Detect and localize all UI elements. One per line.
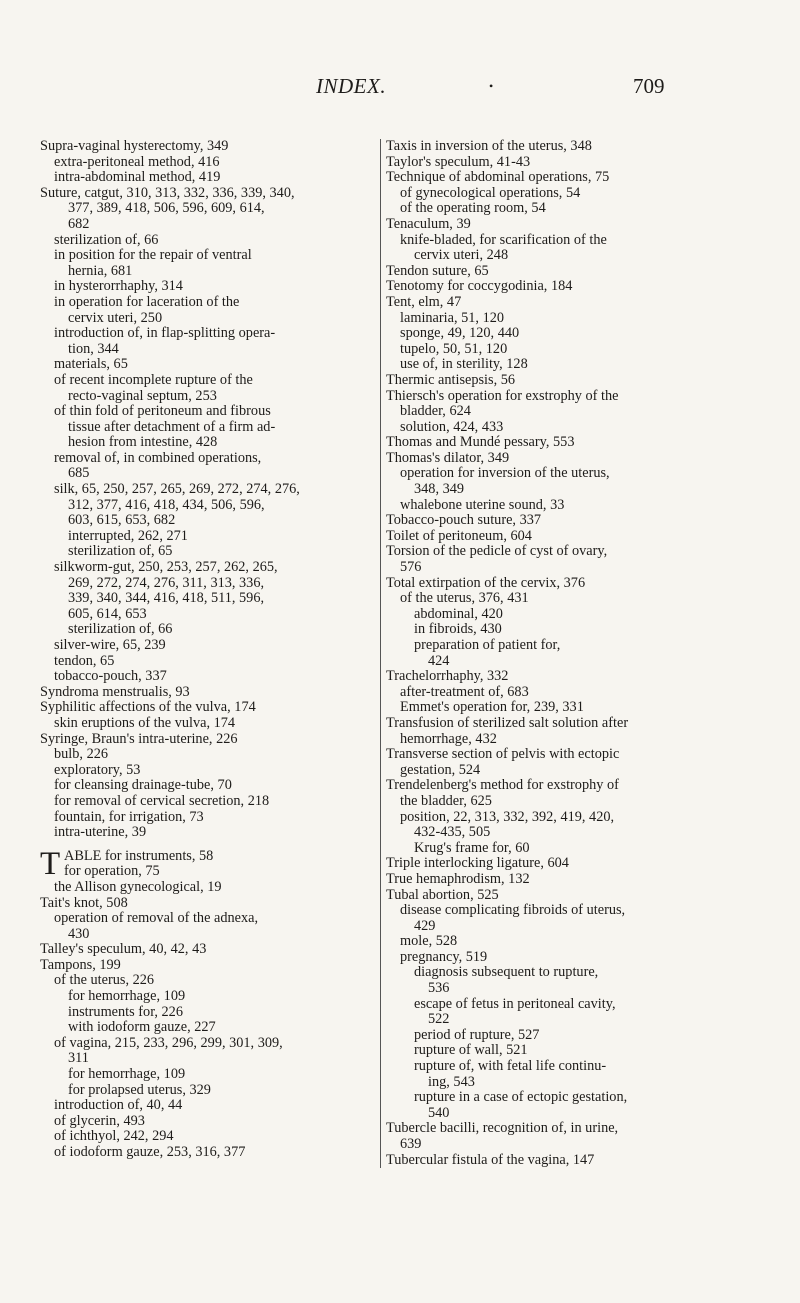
index-entry: Toilet of peritoneum, 604 <box>386 527 532 544</box>
index-column-left <box>40 139 368 1161</box>
index-entry: Tenotomy for coccygodinia, 184 <box>386 278 573 295</box>
index-entry: Tobacco-pouch suture, 337 <box>386 512 542 529</box>
index-entry: in fibroids, 430 <box>414 621 502 638</box>
index-entry: 377, 389, 418, 506, 596, 609, 614, <box>68 200 265 217</box>
index-entry: sterilization of, 66 <box>54 231 159 248</box>
index-entries-t-cont <box>386 139 761 1168</box>
index-column-right <box>380 139 761 1168</box>
index-entry: Thomas's dilator, 349 <box>386 449 510 466</box>
index-entry: Suture, catgut, 310, 313, 332, 336, 339, 340, <box>40 184 295 201</box>
index-entry: fountain, for irrigation, 73 <box>54 808 204 825</box>
index-entry: of recent incomplete rupture of the <box>54 371 253 388</box>
index-entry: Total extirpation of the cervix, 376 <box>386 574 586 591</box>
index-entry: for removal of cervical secretion, 218 <box>54 792 270 809</box>
index-entry: use of, in sterility, 128 <box>400 356 528 373</box>
index-entry: 430 <box>68 925 90 942</box>
index-entry: 339, 340, 344, 416, 418, 511, 596, <box>68 590 265 607</box>
index-entry: Technique of abdominal operations, 75 <box>386 169 610 186</box>
index-entry: for cleansing drainage-tube, 70 <box>54 777 232 794</box>
index-entry: tupelo, 50, 51, 120 <box>400 340 508 357</box>
index-entry: Trachelorrhaphy, 332 <box>386 668 509 685</box>
index-entry: knife-bladed, for scarification of the <box>400 231 607 248</box>
index-entry: solution, 424, 433 <box>400 418 504 435</box>
index-entry: of gynecological operations, 54 <box>400 184 581 201</box>
index-entry: sterilization of, 66 <box>68 621 173 638</box>
index-entry: 682 <box>68 215 90 232</box>
index-entry: for operation, 75 <box>64 863 160 880</box>
index-entry: 576 <box>400 559 422 576</box>
index-entry: Thermic antisepsis, 56 <box>386 371 516 388</box>
index-entry: 603, 615, 653, 682 <box>68 512 176 529</box>
index-entry: Tait's knot, 508 <box>40 894 128 911</box>
index-entry: in hysterorrhaphy, 314 <box>54 278 183 295</box>
index-entry: hemorrhage, 432 <box>400 730 497 747</box>
index-entry: preparation of patient for, <box>414 637 561 653</box>
index-entry: exploratory, 53 <box>54 761 141 778</box>
index-entry: abdominal, 420 <box>414 605 503 622</box>
index-entry: rupture in a case of ectopic gestation, <box>414 1089 628 1106</box>
index-entry: hernia, 681 <box>68 262 133 279</box>
index-entry: the Allison gynecological, 19 <box>54 878 222 895</box>
index-entry: 312, 377, 416, 418, 434, 506, 596, <box>68 496 265 513</box>
index-entry: 639 <box>400 1136 422 1152</box>
index-entry: bladder, 624 <box>400 403 471 420</box>
index-entry: period of rupture, 527 <box>414 1026 540 1043</box>
index-entry: extra-peritoneal method, 416 <box>54 153 220 170</box>
index-entry: of glycerin, 493 <box>54 1112 145 1129</box>
header-ornament: • <box>489 79 494 93</box>
index-entry: Thomas and Mundé pessary, 553 <box>386 434 575 451</box>
drop-cap: T <box>40 845 61 882</box>
index-entry: tion, 344 <box>68 340 119 357</box>
index-entry: 685 <box>68 465 90 482</box>
index-entry: 536 <box>428 980 450 997</box>
index-entry: instruments for, 226 <box>68 1003 183 1020</box>
index-entry: intra-abdominal method, 419 <box>54 169 221 186</box>
index-entry: Torsion of the pedicle of cyst of ovary, <box>386 543 608 560</box>
index-entry: for hemorrhage, 109 <box>68 1066 186 1083</box>
index-entry: in position for the repair of ventral <box>54 247 252 264</box>
index-entry: Supra-vaginal hysterectomy, 349 <box>40 138 229 154</box>
index-entry: of the uterus, 376, 431 <box>400 590 529 607</box>
index-entry: ABLE for instruments, 58 <box>64 847 214 864</box>
index-entry: Emmet's operation for, 239, 331 <box>400 699 584 716</box>
index-entry: tendon, 65 <box>54 652 115 669</box>
index-entry: intra-uterine, 39 <box>54 824 147 841</box>
index-entry: True hemaphrodism, 132 <box>386 870 530 887</box>
index-entry: 522 <box>428 1011 450 1028</box>
index-entry: tissue after detachment of a firm ad- <box>68 418 276 435</box>
index-entry: Transverse section of pelvis with ectopic <box>386 746 620 763</box>
index-entry: mole, 528 <box>400 933 458 950</box>
index-entry: silver-wire, 65, 239 <box>54 637 166 653</box>
index-entry: introduction of, 40, 44 <box>54 1097 183 1114</box>
index-entry: for hemorrhage, 109 <box>68 988 186 1005</box>
index-entry: 424 <box>428 652 450 669</box>
index-entry: 540 <box>428 1104 450 1121</box>
index-entry: after-treatment of, 683 <box>400 683 529 700</box>
index-entry: Tent, elm, 47 <box>386 293 462 310</box>
index-entry: skin eruptions of the vulva, 174 <box>54 714 236 731</box>
running-title: INDEX. <box>316 74 387 98</box>
index-entry: Tubercular fistula of the vagina, 147 <box>386 1151 595 1168</box>
index-entry: with iodoform gauze, 227 <box>68 1019 216 1036</box>
index-entry: Tenaculum, 39 <box>386 215 471 232</box>
index-entries-t <box>40 880 368 1161</box>
index-entry: sterilization of, 65 <box>68 543 173 560</box>
index-entry: rupture of, with fetal life continu- <box>414 1058 607 1075</box>
index-entry: diagnosis subsequent to rupture, <box>414 964 599 981</box>
index-entry: bulb, 226 <box>54 746 109 763</box>
index-entry: Syphilitic affections of the vulva, 174 <box>40 699 256 716</box>
index-entry: cervix uteri, 248 <box>414 247 509 264</box>
index-entry: recto-vaginal septum, 253 <box>68 387 217 404</box>
index-entry: of the uterus, 226 <box>54 972 155 989</box>
index-entry: of ichthyol, 242, 294 <box>54 1128 174 1145</box>
letter-t-first-entry <box>64 849 213 880</box>
index-entry: Tendon suture, 65 <box>386 262 489 279</box>
index-entry: operation for inversion of the uterus, <box>400 465 610 482</box>
index-entry: Trendelenberg's method for exstrophy of <box>386 777 619 794</box>
index-entry: gestation, 524 <box>400 761 481 778</box>
index-entry: of iodoform gauze, 253, 316, 377 <box>54 1144 246 1160</box>
index-entry: Taxis in inversion of the uterus, 348 <box>386 138 592 154</box>
index-entry: laminaria, 51, 120 <box>400 309 505 326</box>
index-entry: tobacco-pouch, 337 <box>54 668 167 685</box>
index-entries-s <box>40 139 368 841</box>
index-entry: 605, 614, 653 <box>68 605 147 622</box>
index-entry: silk, 65, 250, 257, 265, 269, 272, 274, 276, <box>54 481 300 498</box>
index-entry: interrupted, 262, 271 <box>68 527 188 544</box>
index-entry: disease complicating fibroids of uterus, <box>400 902 626 919</box>
index-entry: materials, 65 <box>54 356 128 373</box>
index-entry: hesion from intestine, 428 <box>68 434 218 451</box>
index-entry: introduction of, in flap-splitting opera- <box>54 325 276 342</box>
letter-section-t <box>40 845 368 882</box>
index-entry: of the operating room, 54 <box>400 200 546 217</box>
index-entry: Tubercle bacilli, recognition of, in urine, <box>386 1120 619 1137</box>
index-entry: Triple interlocking ligature, 604 <box>386 855 569 872</box>
index-entry: in operation for laceration of the <box>54 293 240 310</box>
index-entry: of vagina, 215, 233, 296, 299, 301, 309, <box>54 1034 283 1051</box>
index-entry: 269, 272, 274, 276, 311, 313, 336, <box>68 574 265 591</box>
index-entry: Taylor's speculum, 41-43 <box>386 153 531 170</box>
index-entry: Syringe, Braun's intra-uterine, 226 <box>40 730 238 747</box>
index-entry: whalebone uterine sound, 33 <box>400 496 565 513</box>
index-entry: cervix uteri, 250 <box>68 309 163 326</box>
index-entry: 348, 349 <box>414 481 465 498</box>
page-header <box>0 74 800 104</box>
index-entry: the bladder, 625 <box>400 792 492 809</box>
index-entry: removal of, in combined operations, <box>54 449 262 466</box>
index-entry: Talley's speculum, 40, 42, 43 <box>40 941 207 958</box>
index-entry: rupture of wall, 521 <box>414 1042 528 1059</box>
index-entry: position, 22, 313, 332, 392, 419, 420, <box>400 808 615 825</box>
index-entry: silkworm-gut, 250, 253, 257, 262, 265, <box>54 559 278 576</box>
index-entry: for prolapsed uterus, 329 <box>68 1081 211 1098</box>
page-number: 709 <box>633 74 665 98</box>
index-entry: of thin fold of peritoneum and fibrous <box>54 403 271 420</box>
index-entry: Tubal abortion, 525 <box>386 886 499 903</box>
index-entry: 429 <box>414 917 436 934</box>
index-entry: ing, 543 <box>428 1073 475 1090</box>
index-entry: escape of fetus in peritoneal cavity, <box>414 995 616 1012</box>
index-entry: 432-435, 505 <box>414 824 491 841</box>
index-entry: Transfusion of sterilized salt solution after <box>386 714 629 731</box>
index-entry: Krug's frame for, 60 <box>414 839 530 856</box>
index-entry: sponge, 49, 120, 440 <box>400 325 520 342</box>
index-entry: Thiersch's operation for exstrophy of the <box>386 387 619 404</box>
index-entry: Syndroma menstrualis, 93 <box>40 683 190 700</box>
index-entry: pregnancy, 519 <box>400 948 488 965</box>
index-entry: Tampons, 199 <box>40 956 121 973</box>
index-entry: 311 <box>68 1050 89 1067</box>
index-entry: operation of removal of the adnexa, <box>54 910 259 927</box>
